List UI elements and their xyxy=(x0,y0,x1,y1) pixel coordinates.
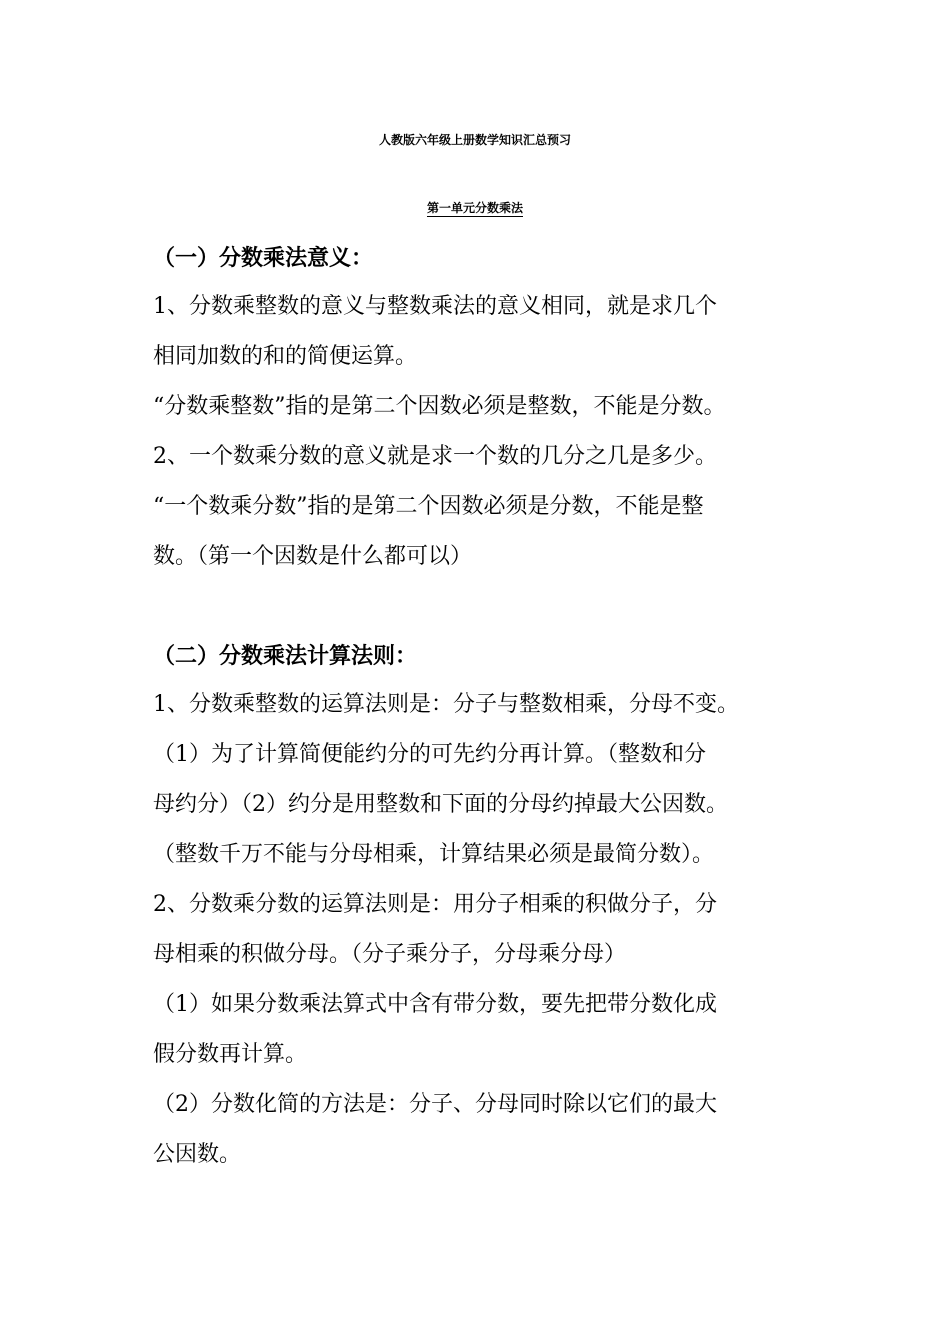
paragraph-line: 母相乘的积做分母。（分子乘分子，分母乘分母） xyxy=(153,942,627,967)
paragraph-line: （1）如果分数乘法算式中含有带分数，要先把带分数化成 xyxy=(153,992,717,1017)
paragraph-line: 公因数。 xyxy=(153,1142,242,1167)
paragraph-line: “分数乘整数”指的是第二个因数必须是整数，不能是分数。 xyxy=(153,394,726,419)
paragraph-line: 1、分数乘整数的运算法则是：分子与整数相乘，分母不变。 xyxy=(153,692,739,717)
paragraph-line: 假分数再计算。 xyxy=(153,1042,308,1067)
section-heading-rules: （二）分数乘法计算法则： xyxy=(153,643,418,669)
paragraph-line: 2、分数乘分数的运算法则是：用分子相乘的积做分子，分 xyxy=(153,892,717,917)
paragraph-line: 数。（第一个因数是什么都可以） xyxy=(153,544,473,569)
paragraph-line: “一个数乘分数”指的是第二个因数必须是分数，不能是整 xyxy=(153,494,704,519)
paragraph-line: 母约分）（2）约分是用整数和下面的分母约掉最大公因数。 xyxy=(153,792,728,817)
paragraph-line: 1、分数乘整数的意义与整数乘法的意义相同，就是求几个 xyxy=(153,294,717,319)
paragraph-line: （整数千万不能与分母相乘，计算结果必须是最简分数）。 xyxy=(153,842,715,867)
paragraph-line: 2、一个数乘分数的意义就是求一个数的几分之几是多少。 xyxy=(153,444,717,469)
unit-title: 第一单元分数乘法 xyxy=(426,201,523,215)
paragraph-line: （1）为了计算简便能约分的可先约分再计算。（整数和分 xyxy=(153,742,706,767)
document-title: 人教版六年级上册数学知识汇总预习 xyxy=(378,133,571,147)
section-heading-meaning: （一）分数乘法意义： xyxy=(153,245,374,271)
paragraph-line: 相同加数的和的简便运算。 xyxy=(153,344,418,369)
paragraph-line: （2）分数化简的方法是：分子、分母同时除以它们的最大 xyxy=(153,1092,717,1117)
